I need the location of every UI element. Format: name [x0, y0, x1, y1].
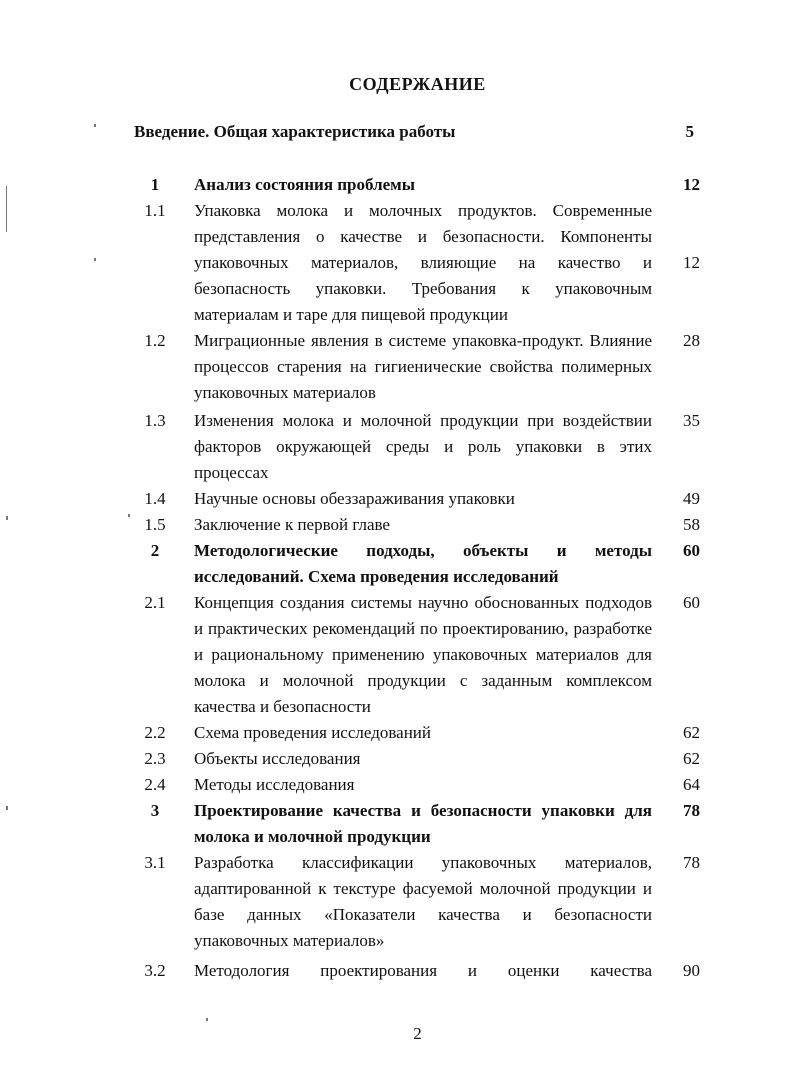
- entry-page: 12: [683, 253, 700, 272]
- toc-entry: [130, 958, 700, 984]
- scan-speck: [94, 258, 96, 261]
- intro-label: Введение. Общая характеристика работы: [134, 122, 456, 141]
- entry-number: 3: [150, 801, 160, 820]
- entry-number: 2.1: [144, 593, 166, 612]
- toc-entry: [130, 538, 700, 590]
- entry-page: 78: [683, 801, 700, 820]
- entry-text: Изменения молока и молочной продукции при воздействии факторов окружающей среды и роль упаковки в этих процессах: [194, 411, 652, 482]
- entry-number: 2.2: [144, 723, 166, 742]
- entry-text: Объекты исследования: [194, 749, 361, 768]
- entry-number: 3.1: [144, 853, 166, 872]
- entry-number: 1.1: [144, 201, 166, 220]
- entry-text: Научные основы обеззараживания упаковки: [194, 489, 515, 508]
- entry-page: 12: [683, 175, 700, 194]
- scan-speck: [6, 516, 8, 520]
- entry-page: 60: [683, 541, 700, 560]
- entry-text: Методология проектирования и оценки качества: [194, 961, 652, 980]
- toc-entry: [130, 328, 700, 406]
- entry-text: Разработка классификации упаковочных материалов, адаптированной к текстуре фасуемой молочной продукции и базе данных «Показатели качества и безопасности упаковочных материалов»: [194, 853, 652, 950]
- entry-text: Проектирование качества и безопасности упаковки для молока и молочной продукции: [194, 801, 652, 846]
- toc-entry: [130, 798, 700, 850]
- scan-speck: [206, 1018, 208, 1021]
- entry-page: 49: [683, 489, 700, 508]
- entry-number: 1.4: [144, 489, 166, 508]
- entry-number: 1: [150, 175, 160, 194]
- entry-text: Миграционные явления в системе упаковка-продукт. Влияние процессов старения на гигиенические свойства полимерных упаковочных материалов: [194, 331, 652, 402]
- entry-text: Анализ состояния проблемы: [194, 175, 416, 194]
- entry-text: Упаковка молока и молочных продуктов. Современные представления о качестве и безопасности. Компоненты упаковочных материалов, влияющие на качество и безопасность упаковки. Требования к упаковочным материалам и таре для пищевой продукции: [194, 201, 652, 324]
- entry-page: 60: [683, 593, 700, 612]
- scan-speck: [6, 806, 8, 810]
- entry-text: Схема проведения исследований: [194, 723, 431, 742]
- toc-entry: [130, 512, 700, 538]
- toc-heading: СОДЕРЖАНИЕ: [349, 74, 486, 94]
- entry-page: 64: [683, 775, 700, 794]
- toc-entry: [130, 720, 700, 746]
- entry-number: 1.3: [144, 411, 166, 430]
- entry-page: 90: [683, 961, 700, 980]
- entry-number: 2.4: [144, 775, 166, 794]
- entry-page: 78: [683, 853, 700, 872]
- entry-page: 58: [683, 515, 700, 534]
- toc-entry: [130, 850, 700, 954]
- scan-speck: [6, 186, 7, 232]
- entry-text: Методологические подходы, объекты и методы исследований. Схема проведения исследований: [194, 541, 652, 586]
- entry-page: 35: [683, 411, 700, 430]
- toc-entry: [130, 172, 700, 198]
- toc-list-2: [130, 408, 700, 984]
- scan-speck: [128, 514, 130, 517]
- entry-page: 28: [683, 331, 700, 350]
- entry-text: Методы исследования: [194, 775, 355, 794]
- toc-entry: [130, 590, 700, 720]
- intro-page: 5: [685, 122, 694, 141]
- entry-number: 2.3: [144, 749, 166, 768]
- toc-entry: [130, 746, 700, 772]
- entry-page: 62: [683, 723, 700, 742]
- entry-text: Концепция создания системы научно обоснованных подходов и практических рекомендаций по проектированию, разработке и рациональному применению упаковочных материалов для молока и молочной продукции с заданным комплексом качества и безопасности: [194, 593, 652, 716]
- toc-list-1: [130, 172, 700, 406]
- entry-number: 1.2: [144, 331, 166, 350]
- page-number: 2: [413, 1024, 422, 1043]
- entry-number: 1.5: [144, 515, 166, 534]
- entry-text: Заключение к первой главе: [194, 515, 390, 534]
- toc-entry: [130, 486, 700, 512]
- entry-page: 62: [683, 749, 700, 768]
- toc-entry: [130, 408, 700, 486]
- entry-number: 2: [150, 541, 160, 560]
- intro-entry: [134, 120, 694, 144]
- scan-speck: [94, 124, 96, 127]
- toc-entry: [130, 772, 700, 798]
- entry-number: 3.2: [144, 961, 166, 980]
- toc-entry: [130, 198, 700, 328]
